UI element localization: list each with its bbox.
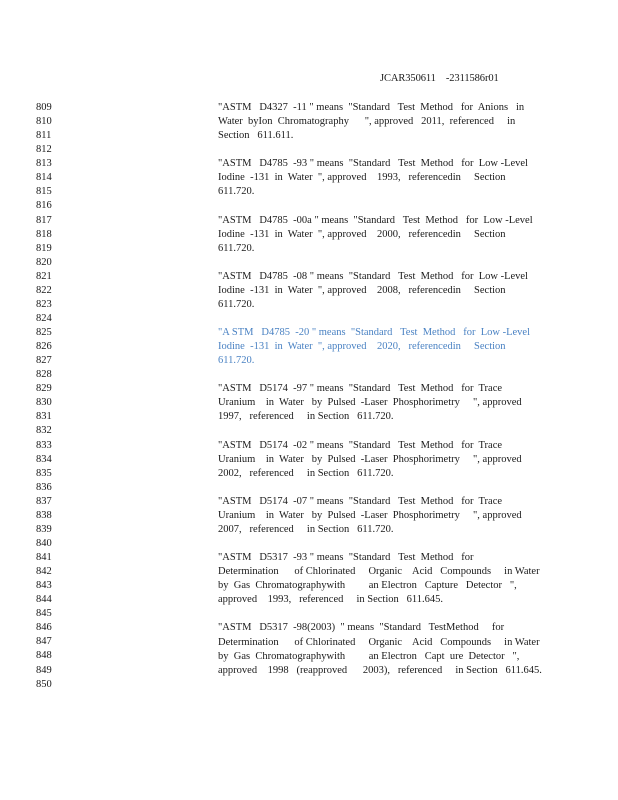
line-number: 835 [36,467,52,479]
definition-line: Determination of Chlorinated Organic Acid Compounds in Water [218,566,540,578]
definition-entry [218,621,542,691]
line-number: 814 [36,172,52,184]
line-number: 839 [36,523,52,535]
line-number: 834 [36,453,52,465]
definition-line: "ASTM D4785 -00a " means "Standard Test Method for Low -Level [218,214,533,226]
definition-line: by Gas Chromatographywith an Electron Capt ure Detector ", [218,650,520,662]
line-number: 849 [36,664,52,676]
definition-line: 611.720. [218,186,255,198]
line-number: 826 [36,341,52,353]
definition-entry [218,270,538,326]
definition-line: Water byIon Chromatography ", approved 2011, referenced in [218,116,516,128]
definition-line: "ASTM D5317 -93 " means "Standard Test Method for [218,552,474,564]
definition-line: Section 611.611. [218,130,294,142]
definition-line: 611.720. [218,298,255,310]
definitions-content [218,101,542,692]
line-number: 832 [36,425,52,437]
definition-entry [218,551,538,621]
line-number: 813 [36,158,52,170]
line-number: 822 [36,284,52,296]
definition-line: "ASTM D4785 -08 " means "Standard Test Method for Low -Level [218,270,528,282]
definition-entry [218,439,538,495]
definition-line: by Gas Chromatographywith an Electron Capture Detector ", [218,580,517,592]
definition-line: "ASTM D5174 -07 " means "Standard Test Method for Trace [218,495,503,507]
definition-entry [218,101,538,157]
line-number: 817 [36,214,52,226]
definition-line: 611.720. [218,355,255,367]
definition-line: "ASTM D5317 -98(2003) " means "Standard TestMethod for [218,622,505,634]
line-number: 815 [36,186,52,198]
definition-line: Iodine -131 in Water ", approved 2000, referencedin Section [218,228,506,240]
definition-line: 2002, referenced in Section 611.720. [218,467,394,479]
line-number: 816 [36,200,52,212]
line-number: 844 [36,594,52,606]
definition-line: Uranium in Water by Pulsed -Laser Phosphorimetry ", approved [218,509,522,521]
line-number: 821 [36,270,52,282]
definition-line: "A STM D4785 -20 " means "Standard Test Method for Low -Level [218,327,531,339]
line-number: 823 [36,298,52,310]
line-number: 812 [36,144,52,156]
definition-entry [218,157,538,213]
line-number: 846 [36,622,52,634]
line-number: 850 [36,678,52,690]
line-number: 811 [36,130,52,142]
line-number: 818 [36,228,52,240]
line-number: 827 [36,355,52,367]
definition-line: "ASTM D4327 -11 " means "Standard Test Method for Anions in [218,102,525,113]
definition-line: approved 1993, referenced in Section 611.645. [218,594,444,606]
definition-line: 611.720. [218,242,255,254]
definition-line: Determination of Chlorinated Organic Acid Compounds in Water [218,636,540,648]
definition-line: Uranium in Water by Pulsed -Laser Phosphorimetry ", approved [218,453,522,465]
line-number: 820 [36,256,52,268]
line-number: 840 [36,537,52,549]
line-number: 845 [36,608,52,620]
line-number-column [36,101,52,692]
definition-line: Uranium in Water by Pulsed -Laser Phosphorimetry ", approved [218,397,522,409]
line-number: 837 [36,495,52,507]
line-number: 828 [36,369,52,381]
line-number: 824 [36,312,52,324]
line-number: 831 [36,411,52,423]
line-number: 848 [36,650,52,662]
line-number: 829 [36,383,52,395]
definition-line: 1997, referenced in Section 611.720. [218,411,394,423]
definition-entry-inserted [218,326,538,382]
line-number: 841 [36,552,52,563]
line-number: 830 [36,397,52,409]
line-number: 810 [36,116,52,128]
definition-line: Iodine -131 in Water ", approved 1993, referencedin Section [218,172,506,184]
definition-entry [218,382,538,438]
line-number: 819 [36,242,52,254]
line-number: 833 [36,439,52,451]
definition-line: "ASTM D4785 -93 " means "Standard Test Method for Low -Level [218,158,528,170]
line-number: 809 [36,102,52,113]
line-number: 838 [36,509,52,521]
definition-line: Iodine -131 in Water ", approved 2020, referencedin Section [218,341,506,353]
document-id-header: JCAR350611 -2311586r01 [380,73,499,84]
line-number: 836 [36,481,52,493]
definition-entry [218,214,538,270]
definition-line: Iodine -131 in Water ", approved 2008, referencedin Section [218,284,506,296]
line-number: 825 [36,327,52,338]
definition-line: approved 1998 (reapproved 2003), referenced in Section 611.645. [218,664,542,676]
definition-entry [218,495,538,551]
definition-line: "ASTM D5174 -02 " means "Standard Test Method for Trace [218,439,503,451]
line-number: 842 [36,566,52,578]
line-number: 843 [36,580,52,592]
definition-line: "ASTM D5174 -97 " means "Standard Test Method for Trace [218,383,503,395]
definition-line: 2007, referenced in Section 611.720. [218,523,394,535]
line-number: 847 [36,636,52,648]
